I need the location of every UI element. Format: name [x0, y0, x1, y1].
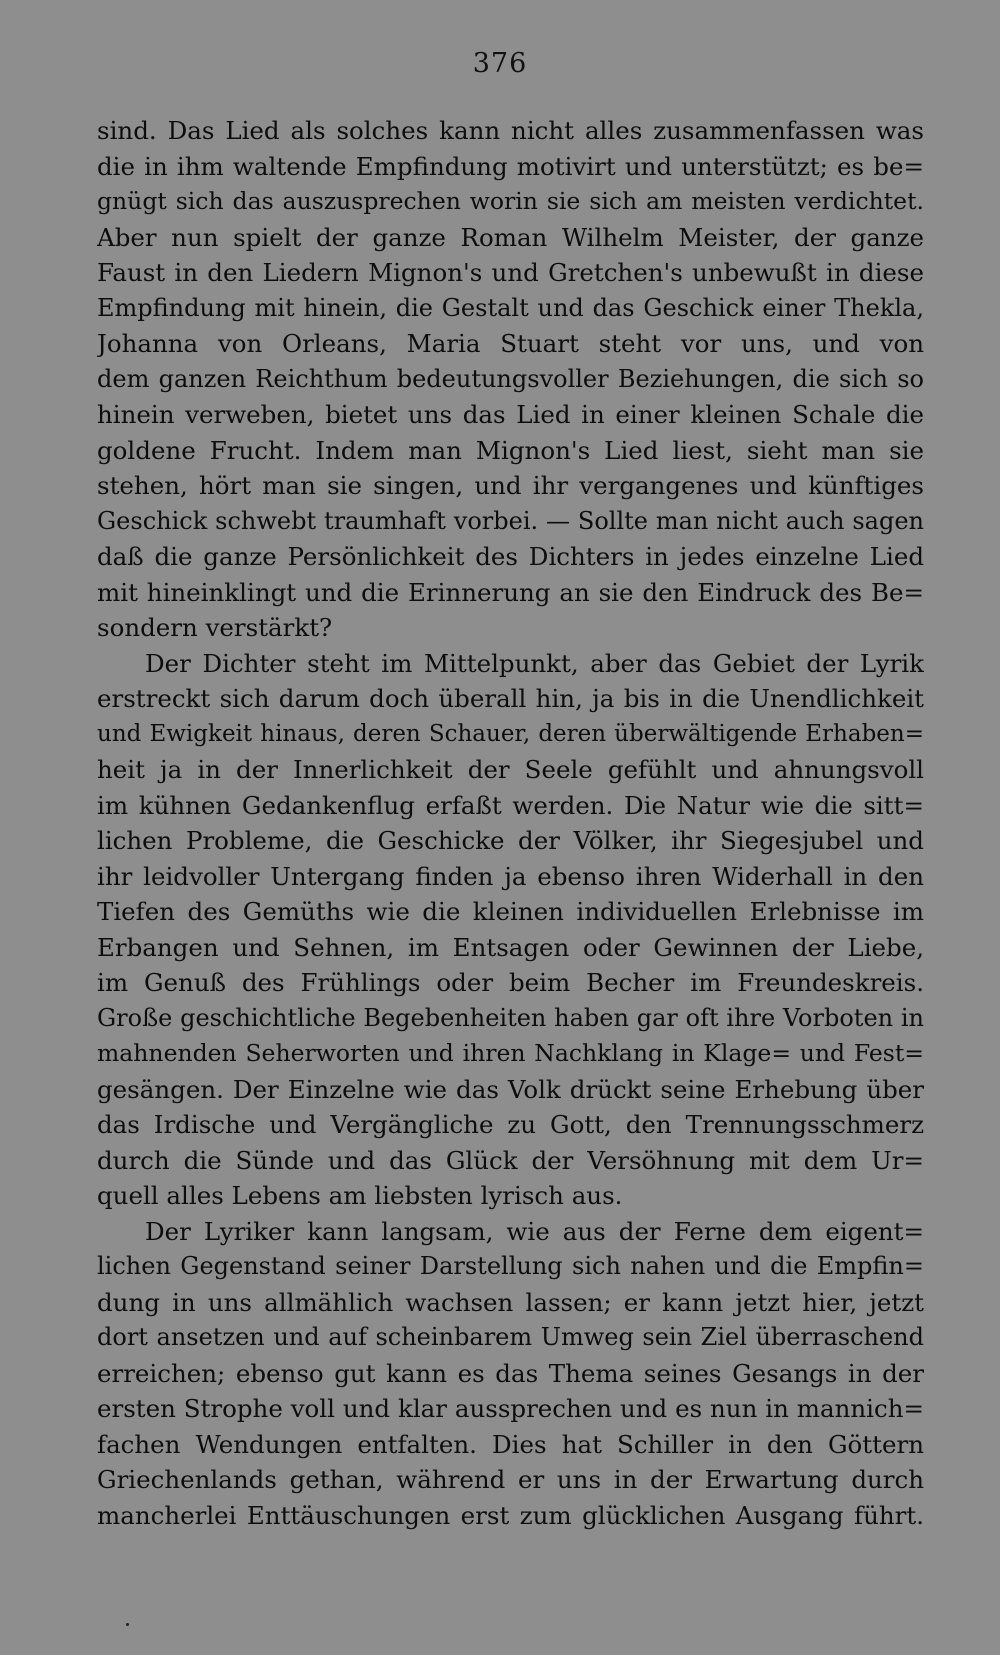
text-line: Erbangen und Sehnen, im Entsagen oder Gewinnen der Liebe,	[97, 932, 924, 962]
text-line: mahnenden Seherworten und ihren Nachklang in Klage= und Fest=	[97, 1039, 924, 1067]
text-line: Aber nun spielt der ganze Roman Wilhelm Meister, der ganze	[97, 222, 924, 252]
text-line: und Ewigkeit hinaus, deren Schauer, deren überwältigende Erhaben=	[97, 720, 924, 747]
text-line: erstreckt sich darum doch überall hin, ja bis in die Unendlichkeit	[97, 684, 924, 713]
text-line: dung in uns allmählich wachsen lassen; er kann jetzt hier, jetzt	[97, 1287, 924, 1317]
text-line: mit hineinklingt und die Erinnerung an sie den Eindruck des Be=	[97, 577, 924, 607]
text-line: ihr leidvoller Untergang finden ja ebenso ihren Widerhall in den	[97, 861, 924, 891]
paragraph-end-line: quell alles Lebens am liebsten lyrisch aus.	[97, 1181, 623, 1210]
text-line: im kühnen Gedankenflug erfaßt werden. Die Natur wie die sitt=	[97, 790, 924, 820]
text-line: lichen Probleme, die Geschicke der Völker, ihr Siegesjubel und	[97, 826, 924, 855]
text-line: gesängen. Der Einzelne wie das Volk drückt seine Erhebung über	[97, 1074, 924, 1104]
text-line: Griechenlands gethan, während er uns in der Erwartung durch	[97, 1465, 924, 1494]
text-line: hinein verweben, bietet uns das Lied in einer kleinen Schale die	[97, 400, 924, 429]
body-text	[97, 113, 924, 1533]
text-line: Tiefen des Gemüths wie die kleinen individuellen Erlebnisse im	[97, 897, 924, 926]
text-line: fachen Wendungen entfalten. Dies hat Schiller in den Göttern	[97, 1429, 924, 1459]
text-line: daß die ganze Persönlichkeit des Dichters in jedes einzelne Lied	[97, 542, 924, 571]
text-line: Große geschichtliche Begebenheiten haben gar oft ihre Vorboten in	[97, 1003, 924, 1032]
text-line: stehen, hört man sie singen, und ihr vergangenes und künftiges	[97, 471, 924, 500]
text-line: das Irdische und Vergängliche zu Gott, den Trennungsschmerz	[97, 1110, 924, 1139]
text-line: sind. Das Lied als solches kann nicht alles zusammenfassen was	[97, 116, 924, 145]
page-number: 376	[472, 48, 528, 79]
text-line: goldene Frucht. Indem man Mignon's Lied liest, sieht man sie	[97, 435, 924, 465]
print-speck	[126, 1623, 129, 1626]
text-line: mancherlei Enttäuschungen erst zum glücklichen Ausgang führt.	[97, 1500, 924, 1530]
text-line: dem ganzen Reichthum bedeutungsvoller Beziehungen, die sich so	[97, 364, 924, 393]
text-line: die in ihm waltende Empfindung motivirt und unterstützt; es be=	[97, 151, 924, 181]
paragraph-start-line: Der Lyriker kann langsam, wie aus der Ferne dem eigent=	[145, 1216, 924, 1246]
paragraph-start-line: Der Dichter steht im Mittelpunkt, aber das Gebiet der Lyrik	[145, 648, 924, 678]
text-line: heit ja in der Innerlichkeit der Seele gefühlt und ahnungsvoll	[97, 755, 924, 784]
paragraph-end-line: sondern verstärkt?	[97, 613, 333, 642]
text-line: erreichen; ebenso gut kann es das Thema seines Gesangs in der	[97, 1358, 924, 1388]
text-line: dort ansetzen und auf scheinbarem Umweg sein Ziel überraschend	[97, 1323, 924, 1351]
text-line: im Genuß des Frühlings oder beim Becher im Freundeskreis.	[97, 968, 924, 997]
text-line: Geschick schwebt traumhaft vorbei. — Sollte man nicht auch sagen	[97, 506, 924, 535]
text-line: Johanna von Orleans, Maria Stuart steht vor uns, und von	[97, 329, 924, 358]
text-line: gnügt sich das auszusprechen worin sie sich am meisten verdichtet.	[97, 187, 924, 215]
text-line: ersten Strophe voll und klar aussprechen und es nun in mannich=	[97, 1394, 924, 1423]
text-line: lichen Gegenstand seiner Darstellung sich nahen und die Empfin=	[97, 1252, 924, 1280]
text-line: Faust in den Liedern Mignon's und Gretchen's unbewußt in diese	[97, 258, 924, 287]
text-line: durch die Sünde und das Glück der Versöhnung mit dem Ur=	[97, 1145, 924, 1175]
text-line: Empfindung mit hinein, die Gestalt und das Geschick einer Thekla,	[97, 293, 924, 322]
